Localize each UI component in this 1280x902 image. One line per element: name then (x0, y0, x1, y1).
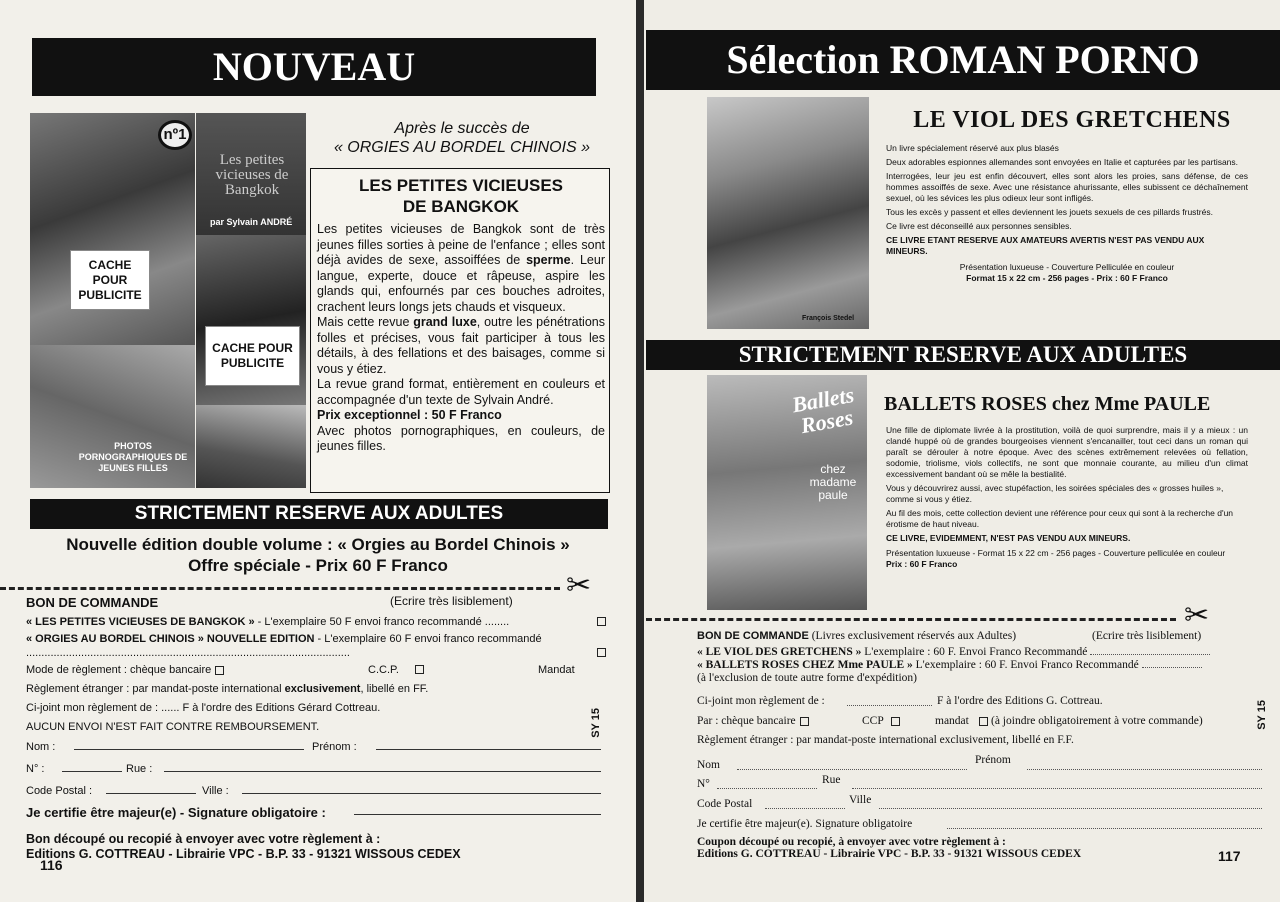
field-right-rue-input[interactable] (852, 778, 1262, 789)
pay-right-mandat-checkbox[interactable] (979, 717, 988, 726)
foreign-a: Règlement étranger : par mandat-poste international (26, 683, 285, 695)
bon-note-right: (Ecrire très lisiblement) (1092, 630, 1202, 642)
book1-cover-author: François Stedel (802, 315, 855, 322)
field-right-ville-label: Ville (849, 794, 872, 806)
box-p2-c: , outre les pénétrations folles et précises, vous fait participer à tous les détails, à des fellations et des baisages, comme si vous y étiez. (317, 315, 605, 376)
field-right-cp-input[interactable] (765, 798, 845, 809)
collage-photo-4 (196, 405, 306, 488)
order1-right-detail: L'exemplaire : 60 F. Envoi Franco Recommandé (861, 646, 1088, 658)
pay-mandat-label: Mandat (538, 664, 575, 676)
book2-p3: Au fil des mois, cette collection devient une référence pour ceux qui sont à la recherche d'un érotisme de haut niveau. (886, 508, 1234, 529)
field-right-prenom-label: Prénom (975, 754, 1011, 766)
pay-cheque-checkbox[interactable] (215, 666, 224, 675)
joint-line-right (697, 695, 1267, 709)
bon-subtitle-right: (Livres exclusivement réservés aux Adultes) (808, 630, 1017, 642)
pay-right-mandat-label: mandat (935, 715, 969, 727)
field-ville-label: Ville : (202, 785, 229, 797)
order1-detail: - L'exemplaire 50 F envoi franco recommandé (254, 616, 482, 628)
box-p2-a: Mais cette revue (317, 315, 414, 329)
order-line-2: « ORGIES AU BORDEL CHINOIS » NOUVELLE EDITION - L'exemplaire 60 F envoi franco recommandé .......................................................................................................... (26, 632, 610, 660)
order1-right-qty[interactable] (1090, 654, 1210, 655)
page-left (0, 0, 636, 902)
field-nom-label: Nom : (26, 741, 56, 753)
pay-right-ccp-label: CCP (862, 715, 884, 727)
book1-presentation-1: Présentation luxueuse - Couverture Pelliculée en couleur (959, 262, 1175, 272)
field-right-ville-input[interactable] (879, 798, 1262, 809)
book2-description (886, 425, 1248, 570)
pay-right-cheque-label: Par : chèque bancaire (697, 715, 796, 727)
book1-p4: Tous les excès y passent et elles deviennent les jouets sexuels de ces pillards frustrés. (886, 207, 1213, 217)
field-nom-input[interactable] (74, 740, 304, 750)
field-cp-label: Code Postal : (26, 785, 93, 797)
order2-title: « ORGIES AU BORDEL CHINOIS » NOUVELLE EDITION (26, 633, 315, 645)
certify-label: Je certifie être majeur(e) - Signature obligatoire : (26, 805, 326, 820)
box-paragraph-4: Avec photos pornographiques, en couleurs, de jeunes filles. (317, 423, 605, 453)
cache-pour-publicite-2: CACHE POUR PUBLICITE (205, 326, 300, 386)
page-right (644, 0, 1280, 902)
book1-warning: CE LIVRE ETANT RESERVE AUX AMATEURS AVERTIS N'EST PAS VENDU AUX MINEURS. (886, 235, 1205, 256)
book2-p2: Vous y découvrirez aussi, avec stupéfaction, les soirées spéciales des « grosses huiles », comme si vous y étiez. (886, 483, 1224, 504)
box-p1-c: . Leur langue, experte, douce et râpeuse, aspire les glands qui, enfournés par ces bouches adroites, crachent leurs longs jets chauds et visqueux. (317, 253, 605, 314)
strict-banner-right: STRICTEMENT RESERVE AUX ADULTES (646, 340, 1280, 370)
field-right-prenom-input[interactable] (1027, 759, 1262, 770)
book1-cover (707, 97, 869, 329)
order2-right-detail: L'exemplaire : 60 F. Envoi Franco Recommandé (912, 659, 1139, 671)
order-lines-right (697, 646, 1267, 685)
book1-p2: Deux adorables espionnes allemandes sont envoyées en Italie et capturées par les partisans. (886, 157, 1239, 167)
book1-title: LE VIOL DES GRETCHENS (913, 107, 1231, 133)
banner-roman-porno: ROMAN PORNO (889, 37, 1200, 82)
field-row-ville-right (697, 794, 1267, 812)
field-rue-input[interactable] (164, 762, 601, 772)
intro-line-2: « ORGIES AU BORDEL CHINOIS » (333, 139, 591, 156)
page-number-left: 116 (40, 857, 63, 873)
field-row-ville (26, 784, 610, 800)
offer-line: Offre spéciale - Prix 60 F Franco (188, 556, 448, 575)
box-p1-a: Les petites vicieuses de Bangkok sont de très jeunes filles sorties à peine de l'enfance ; elles sont déjà avides de sexe, assoiffées de (317, 222, 605, 267)
pay-cheque-label: Mode de règlement : chèque bancaire (26, 664, 212, 676)
order2-checkbox[interactable] (597, 648, 606, 657)
book2-cover (707, 375, 867, 610)
field-right-no-input[interactable] (717, 778, 817, 789)
order-form-left (26, 594, 610, 861)
cover-author: par Sylvain ANDRÉ (210, 217, 293, 227)
exclusion-note: (à l'exclusion de toute autre forme d'expédition) (697, 672, 918, 684)
nouveau-banner: NOUVEAU (32, 38, 596, 96)
foreign-line (26, 682, 610, 696)
field-right-cp-label: Code Postal (697, 798, 753, 810)
certify-line (26, 805, 610, 823)
joint-line: Ci-joint mon règlement de : ...... F à l'ordre des Editions Gérard Cottreau. (26, 702, 381, 714)
pay-right-ccp-checkbox[interactable] (891, 717, 900, 726)
order1-right-title: « LE VIOL DES GRETCHENS » (697, 646, 862, 658)
foreign-line-right: Règlement étranger : par mandat-poste international exclusivement, libellé en F.F. (697, 734, 1074, 746)
book1-p1: Un livre spécialement réservé aux plus blasés (886, 143, 1059, 153)
order2-right-title: « BALLETS ROSES CHEZ Mme PAULE » (697, 659, 913, 671)
joint-right-b: F à l'ordre des Editions G. Cottreau. (937, 695, 1103, 707)
field-prenom-label: Prénom : (312, 741, 357, 753)
bon-note: (Ecrire très lisiblement) (390, 594, 513, 608)
banner-selection: Sélection (726, 37, 890, 82)
order1-checkbox[interactable] (597, 617, 606, 626)
box-price: Prix exceptionnel : 50 F Franco (317, 408, 502, 422)
field-right-nom-input[interactable] (737, 759, 967, 770)
code-sy-left: SY 15 (590, 708, 602, 738)
box-paragraph-2 (317, 315, 605, 377)
order1-right (697, 646, 1267, 659)
field-prenom-input[interactable] (376, 740, 601, 750)
cover-photo (196, 113, 306, 235)
joint-right-a: Ci-joint mon règlement de : (697, 695, 825, 707)
book1-p5: Ce livre est déconseillé aux personnes sensibles. (886, 221, 1072, 231)
address-line: Editions G. COTTREAU - Librairie VPC - B.P. 33 - 91321 WISSOUS CEDEX (26, 847, 461, 861)
certify-line-right (697, 818, 1267, 832)
order-form-right (697, 630, 1267, 860)
field-row-rue (26, 762, 610, 778)
certify-right-label: Je certifie être majeur(e). Signature obligatoire (697, 818, 913, 830)
foreign-b: exclusivement (284, 683, 361, 695)
send-line-right: Coupon découpé ou recopié, à envoyer avec votre règlement à : (697, 836, 1006, 848)
signature-input[interactable] (354, 805, 601, 815)
order2-right-qty[interactable] (1142, 667, 1202, 668)
pay-ccp-label: C.C.P. (368, 664, 399, 676)
field-cp-input[interactable] (106, 784, 196, 794)
payment-line (26, 663, 610, 678)
scissors-icon: ✂ (1184, 599, 1210, 632)
pay-right-note: (à joindre obligatoirement à votre commande) (991, 715, 1203, 727)
cut-line-right (646, 618, 1176, 621)
photos-label: PHOTOS PORNOGRAPHIQUES DE JEUNES FILLES (78, 441, 188, 473)
box-p1-b: sperme (526, 253, 571, 267)
address-line-right: Editions G. COTTREAU - Librairie VPC - B.P. 33 - 91321 WISSOUS CEDEX (697, 848, 1082, 860)
scissors-icon: ✂ (566, 569, 592, 602)
intro-line-1: Après le succès de (394, 120, 530, 137)
book1-p3: Interrogées, leur jeu est enfin découvert, elles sont alors les proies, sans défense, de ces hommes assoiffés de sexe. Avec une résistance ahurissante, elles subissent ce déchaînement sexuel, où les sévices les plus odieux leur sont infligés. (886, 171, 1248, 203)
book1-description (886, 143, 1248, 284)
field-rue-label: Rue : (126, 763, 153, 775)
cover-title: Les petites vicieuses de Bangkok (215, 152, 289, 198)
field-row-nom-right (697, 754, 1267, 773)
cache-pour-publicite-1: CACHE POUR PUBLICITE (70, 250, 150, 310)
page-gutter (636, 0, 644, 902)
book2-title: BALLETS ROSES chez Mme PAULE (884, 393, 1211, 415)
box-title: LES PETITES VICIEUSES DE BANGKOK (358, 176, 564, 216)
field-right-nom-label: Nom (697, 759, 720, 771)
book2-cover-subtitle: chez madame paule (809, 462, 857, 502)
payment-line-right (697, 715, 1267, 729)
field-row-nom (26, 740, 610, 756)
book2-cover-title: Ballets Roses (790, 381, 856, 439)
collage-photo-2 (30, 345, 195, 488)
box-p2-b: grand luxe (413, 315, 477, 329)
description-box (310, 168, 610, 493)
joint-amount-input[interactable] (847, 695, 932, 706)
field-row-rue-right (697, 774, 1267, 792)
book2-presentation: Présentation luxueuse - Format 15 x 22 cm - 256 pages - Couverture pelliculée en couleur (886, 548, 1226, 558)
order1-title: « LES PETITES VICIEUSES DE BANGKOK » (26, 616, 255, 628)
edition-line: Nouvelle édition double volume : « Orgies au Bordel Chinois » (66, 535, 570, 554)
bon-title-right: BON DE COMMANDE (697, 630, 809, 642)
pay-ccp-checkbox[interactable] (415, 665, 424, 674)
cut-line-left (0, 587, 560, 590)
field-no-input[interactable] (62, 762, 122, 772)
field-no-label: N° : (26, 763, 45, 775)
field-ville-input[interactable] (242, 784, 601, 794)
book2-warning: CE LIVRE, EVIDEMMENT, N'EST PAS VENDU AUX MINEURS. (886, 533, 1131, 543)
signature-right-input[interactable] (947, 818, 1262, 829)
code-sy-right: SY 15 (1256, 700, 1268, 730)
book2-price: Prix : 60 F Franco (886, 559, 958, 569)
book2-p1: Une fille de diplomate livrée à la prostitution, voilà de quoi surprendre, mais il y a mieux : un clandé huppé où de grandes bourgeoises viennent s'encanailler, tout ceci dans un roman qui paraît se dérouler à notre époque. Avec des scènes extrêmement relevées où fellation, sodomie, triolisme, viols collectifs, ne sont que monnaie courante, au milieu d'un climat excessivement bandant où se mêle la bestialité. (886, 425, 1248, 479)
order-line-1: « LES PETITES VICIEUSES DE BANGKOK » - L'exemplaire 50 F envoi franco recommandé ........ (26, 615, 610, 629)
field-right-rue-label: Rue (822, 774, 841, 786)
field-right-no-label: N° (697, 778, 710, 790)
box-paragraph-3: La revue grand format, entièrement en couleurs et accompagnée d'un texte de Sylvain André. (317, 377, 605, 407)
page-number-right: 117 (1218, 848, 1241, 864)
no-cod-line: AUCUN ENVOI N'EST FAIT CONTRE REMBOURSEMENT. (26, 721, 320, 733)
roman-porno-banner (646, 30, 1280, 90)
issue-number-badge: nº1 (158, 120, 192, 150)
pay-right-cheque-checkbox[interactable] (800, 717, 809, 726)
order2-detail: - L'exemplaire 60 F envoi franco recommandé (314, 633, 542, 645)
send-line: Bon découpé ou recopié à envoyer avec votre règlement à : (26, 832, 381, 846)
box-paragraph-1 (317, 222, 605, 315)
bon-title: BON DE COMMANDE (26, 595, 159, 610)
order2-right (697, 659, 1267, 672)
strict-banner-left: STRICTEMENT RESERVE AUX ADULTES (30, 499, 608, 529)
book1-presentation-2: Format 15 x 22 cm - 256 pages - Prix : 60 F Franco (966, 273, 1168, 283)
foreign-c: , libellé en FF. (360, 683, 429, 695)
